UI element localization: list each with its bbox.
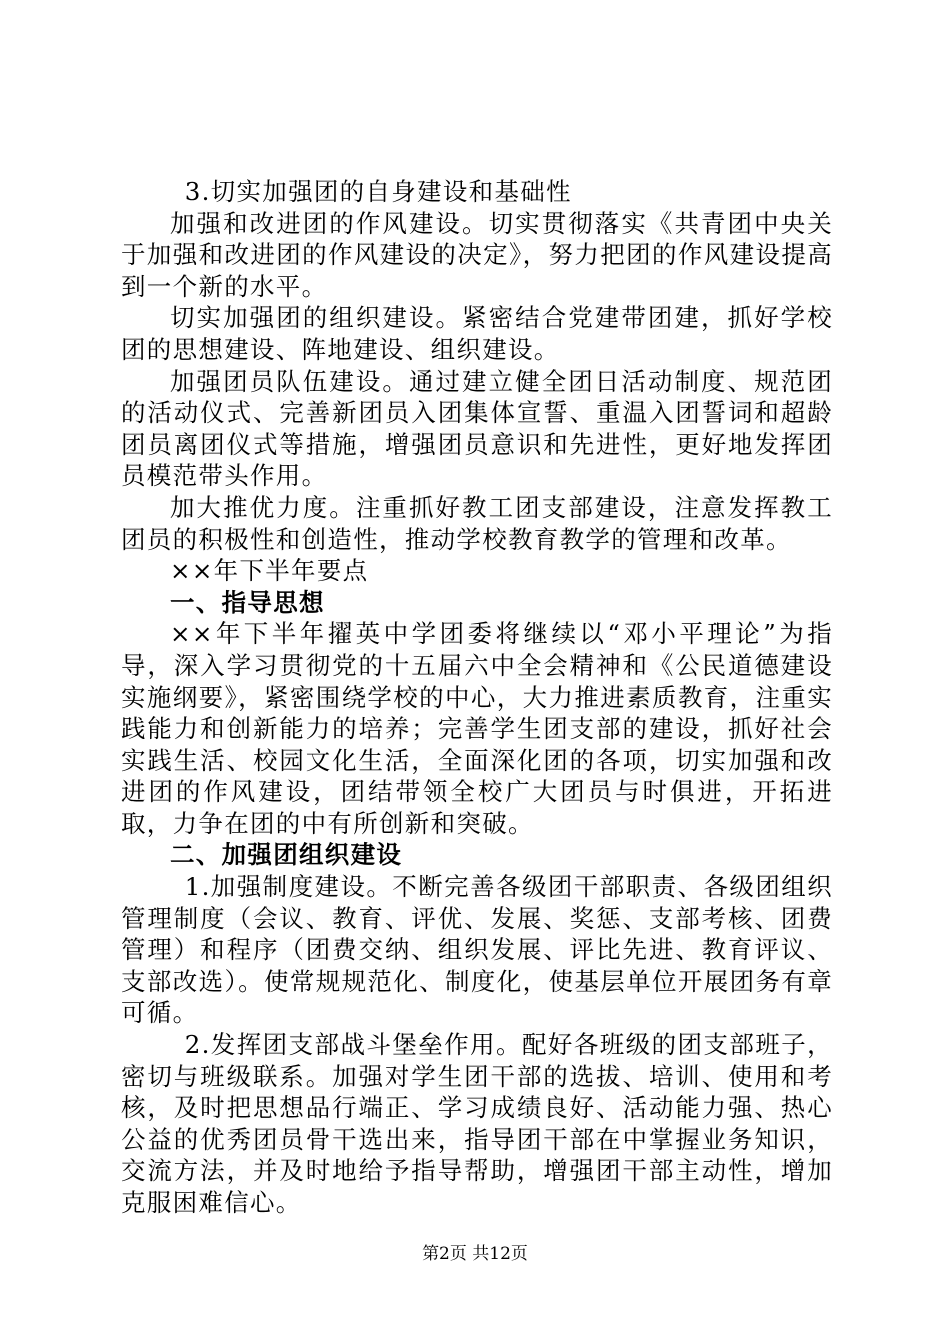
paragraph-guiding-ideology: ××年下半年擢英中学团委将继续以“邓小平理论”为指导，深入学习贯彻党的十五届六中全会精神和《公民道德建设实施纲要》，紧密围绕学校的中心，大力推进素质教育，注重实践能力和创新能力的培养；完善学生团支部的建设，抓好社会实践生活、校园文化生活，全面深化团的各项，切实加强和改进团的作风建设，团结带领全校广大团员与时俱进，开拓进取，力争在团的中有所创新和突破。: [121, 619, 833, 838]
document-body: [121, 176, 833, 1219]
heading-guiding-ideology: 一、指导思想: [170, 587, 325, 617]
paragraph-member-team-building: 加强团员队伍建设。通过建立健全团日活动制度、规范团的活动仪式、完善新团员入团集体宣誓、重温入团誓词和超龄团员离团仪式等措施，增强团员意识和先进性，更好地发挥团员模范带头作用。: [121, 366, 833, 491]
heading-strengthen-organization: 二、加强团组织建设: [170, 840, 403, 870]
paragraph-second-half-key-points: ××年下半年要点: [170, 556, 369, 586]
paragraph-branch-role: 2.发挥团支部战斗堡垒作用。配好各班级的团支部班子，密切与班级联系。加强对学生团干部的选拔、培训、使用和考核，及时把思想品行端正、学习成绩良好、活动能力强、热心公益的优秀团员骨干选出来，指导团干部在中掌握业务知识，交流方法，并及时地给予指导帮助，增强团干部主动性，增加克服困难信心。: [121, 1030, 833, 1217]
paragraph-section-3-heading: 3.切实加强团的自身建设和基础性: [184, 177, 572, 206]
paragraph-recommendation: 加大推优力度。注重抓好教工团支部建设，注意发挥教工团员的积极性和创造性，推动学校教育教学的管理和改革。: [121, 492, 833, 554]
page-footer: 第2页 共12页: [422, 1244, 528, 1264]
paragraph-organization-building: 切实加强团的组织建设。紧密结合党建带团建，抓好学校团的思想建设、阵地建设、组织建设。: [121, 303, 833, 364]
paragraph-style-building: 加强和改进团的作风建设。切实贯彻落实《共青团中央关于加强和改进团的作风建设的决定》，努力把团的作风建设提高到一个新的水平。: [121, 208, 833, 301]
paragraph-system-building: 1.加强制度建设。不断完善各级团干部职责、各级团组织管理制度（会议、教育、评优、发展、奖惩、支部考核、团费管理）和程序（团费交纳、组织发展、评比先进、教育评议、支部改选）。使常规规范化、制度化，使基层单位开展团务有章可循。: [121, 872, 833, 1028]
